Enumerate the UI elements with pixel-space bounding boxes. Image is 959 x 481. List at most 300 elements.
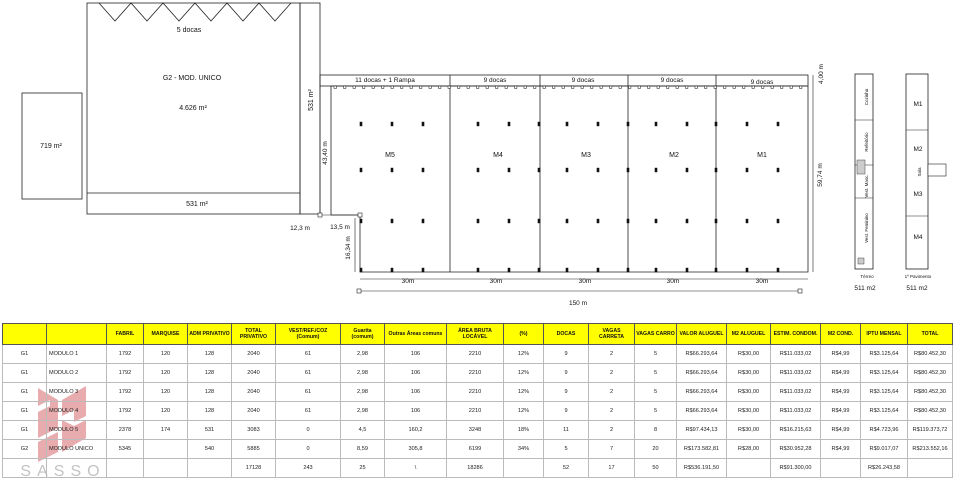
table-cell: 34% [504, 440, 544, 459]
table-header-cell: Guarita (comum) [341, 324, 385, 345]
pillar [477, 168, 480, 172]
table-cell: 5 [635, 383, 677, 402]
pillar [477, 268, 480, 272]
table-cell: 120 [144, 345, 188, 364]
table-body [3, 345, 953, 478]
table-cell: 106 [385, 345, 447, 364]
m2-docks: 9 docas [660, 77, 684, 84]
watermark-text: SASSO [20, 463, 106, 480]
dock-marker [667, 86, 669, 88]
pav-caption: 1º Pavimento [904, 274, 932, 279]
table-header-cell: Outras Áreas comuns [385, 324, 447, 345]
table-cell [144, 459, 188, 478]
table-cell: 1792 [107, 364, 144, 383]
table-cell: 120 [144, 402, 188, 421]
pillar [422, 168, 425, 172]
table-cell: 2210 [447, 364, 504, 383]
pillar [422, 122, 425, 126]
table-cell: R$30,00 [727, 383, 771, 402]
table-cell: 3248 [447, 421, 504, 440]
table-cell: R$97.434,13 [677, 421, 727, 440]
table-cell: 2040 [232, 383, 276, 402]
table-cell: MODULO 2 [47, 364, 107, 383]
table-cell: 61 [276, 364, 341, 383]
table-cell: 243 [276, 459, 341, 478]
table-cell: G2 [3, 440, 47, 459]
table-cell [504, 459, 544, 478]
m4-docks: 9 docas [483, 77, 507, 84]
table-row [3, 345, 953, 364]
dock-marker [486, 86, 488, 88]
table-cell: 0 [276, 440, 341, 459]
dock-marker [771, 86, 773, 88]
table-cell: 9 [544, 364, 589, 383]
table-header-cell: DOCAS [544, 324, 589, 345]
pillar [746, 122, 749, 126]
pillar [566, 219, 569, 223]
table-cell: G1 [3, 421, 47, 440]
table-cell: R$66.293,64 [677, 383, 727, 402]
terreo-caption: Térreo [860, 274, 874, 279]
table-cell: MODULO 1 [47, 345, 107, 364]
table-cell: 531 [188, 421, 232, 440]
terreo-label-2: Refeitório [864, 132, 869, 152]
table-cell: MODULO 3 [47, 383, 107, 402]
table-cell: R$30,00 [727, 421, 771, 440]
dock-marker [553, 86, 555, 88]
pillar [508, 122, 511, 126]
table-cell: 61 [276, 345, 341, 364]
dim-30-m4: 30m [489, 278, 503, 285]
table-row [3, 364, 953, 383]
dock-marker [382, 86, 384, 88]
table-cell: R$28,00 [727, 440, 771, 459]
module-m4: M4 [493, 152, 503, 159]
dock-marker [505, 86, 507, 88]
table-cell: 17128 [232, 459, 276, 478]
table-cell: 120 [144, 383, 188, 402]
table-cell: 18286 [447, 459, 504, 478]
table-cell: R$80.452,30 [908, 383, 953, 402]
table-header-cell: VALOR ALUGUEL [677, 324, 727, 345]
dock-marker [762, 86, 764, 88]
table-cell: 8 [635, 421, 677, 440]
pillar [566, 168, 569, 172]
dim-59-74: 59,74 m [817, 163, 824, 187]
table-cell: 5345 [107, 440, 144, 459]
table-header-cell: TOTAL PRIVATIVO [232, 324, 276, 345]
table-cell: 9 [544, 345, 589, 364]
table-cell: R$536.191,50 [677, 459, 727, 478]
table-cell: R$3.125,64 [861, 364, 908, 383]
pillar [538, 268, 541, 272]
dock-marker [733, 86, 735, 88]
terreo-label-4: Vest. Feminino [864, 213, 869, 243]
table-cell [821, 459, 861, 478]
dock-marker [619, 86, 621, 88]
pillar [360, 168, 363, 172]
table-cell: 128 [188, 364, 232, 383]
table-row [3, 459, 953, 478]
module-m5: M5 [385, 152, 395, 159]
table-cell: 2,98 [341, 402, 385, 421]
table-cell: R$4,99 [821, 440, 861, 459]
pillar [686, 268, 689, 272]
table-cell: R$9.017,07 [861, 440, 908, 459]
pillar [391, 122, 394, 126]
table-cell: 12% [504, 383, 544, 402]
table-header-cell: M2 ALUGUEL [727, 324, 771, 345]
table-cell: R$213.552,16 [908, 440, 953, 459]
table-cell: R$66.293,64 [677, 402, 727, 421]
table-cell: 20 [635, 440, 677, 459]
pillar [715, 268, 718, 272]
table-cell: 9 [544, 383, 589, 402]
table-cell: 2 [589, 421, 635, 440]
table-cell: G1 [3, 364, 47, 383]
pillar [655, 268, 658, 272]
dock-marker [657, 86, 659, 88]
rental-table [2, 323, 953, 478]
table-cell: R$119.373,72 [908, 421, 953, 440]
dock-marker [591, 86, 593, 88]
table-cell: 2 [589, 345, 635, 364]
terreo-area: 511 m2 [854, 285, 876, 292]
table-cell: 5 [635, 364, 677, 383]
pillar [597, 219, 600, 223]
table-row [3, 440, 953, 459]
table-cell: R$4,99 [821, 345, 861, 364]
table-cell [47, 459, 107, 478]
table-cell: 5885 [232, 440, 276, 459]
dock-marker [600, 86, 602, 88]
table-cell: G1 [3, 383, 47, 402]
table-cell: MODULO 4 [47, 402, 107, 421]
pillar [746, 219, 749, 223]
table-header-cell: MARQUISE [144, 324, 188, 345]
table-cell [727, 459, 771, 478]
table-header-cell: ESTIM. CONDOM. [771, 324, 821, 345]
dock-marker [410, 86, 412, 88]
table-cell: 2 [589, 383, 635, 402]
table-header-cell: TOTAL [908, 324, 953, 345]
table-cell: R$11.033,02 [771, 364, 821, 383]
pillar [538, 219, 541, 223]
table-cell: 6199 [447, 440, 504, 459]
table-cell: 61 [276, 402, 341, 421]
dim-30-m3: 30m [578, 278, 592, 285]
table-cell: 305,8 [385, 440, 447, 459]
pillar [746, 168, 749, 172]
dock-marker [781, 86, 783, 88]
pillar [627, 219, 630, 223]
table-header-cell: (%) [504, 324, 544, 345]
dock-marker [524, 86, 526, 88]
pillar [655, 122, 658, 126]
table-cell: 106 [385, 364, 447, 383]
pillar [477, 122, 480, 126]
dock-marker [676, 86, 678, 88]
dock-marker [391, 86, 393, 88]
dock-marker [439, 86, 441, 88]
pav-label-m4: M4 [913, 234, 923, 241]
dock-marker [714, 86, 716, 88]
table-row [3, 383, 953, 402]
table-cell: R$80.452,30 [908, 364, 953, 383]
pillar [422, 219, 425, 223]
table-cell: 2,98 [341, 345, 385, 364]
pillar [686, 219, 689, 223]
dock-marker [581, 86, 583, 88]
table-cell: R$30,00 [727, 345, 771, 364]
pillar [566, 268, 569, 272]
dock-marker [610, 86, 612, 88]
dock-marker [534, 86, 536, 88]
dock-marker [572, 86, 574, 88]
table-cell: 52 [544, 459, 589, 478]
table-cell: 25 [341, 459, 385, 478]
table-cell: R$11.033,02 [771, 402, 821, 421]
table-cell: 2 [589, 364, 635, 383]
m3-docks: 9 docas [571, 77, 595, 84]
dock-marker [458, 86, 460, 88]
annex-area: 719 m² [40, 143, 62, 150]
table-cell: R$4.723,96 [861, 421, 908, 440]
table-cell: R$16.215,63 [771, 421, 821, 440]
table-cell: 2210 [447, 345, 504, 364]
dim-12-3: 12,3 m [290, 225, 310, 232]
table-cell: 2,98 [341, 383, 385, 402]
table-cell: 160,2 [385, 421, 447, 440]
g1-building [331, 86, 808, 272]
table-cell: 174 [144, 421, 188, 440]
table-cell: MODULO UNICO [47, 440, 107, 459]
table-cell: 2210 [447, 402, 504, 421]
pav-label-m2: M2 [913, 146, 923, 153]
table-cell: R$91.300,00 [771, 459, 821, 478]
table-cell [144, 440, 188, 459]
dim-13-5: 13,5 m [330, 224, 350, 231]
table-cell: 128 [188, 345, 232, 364]
table-cell: R$30.952,28 [771, 440, 821, 459]
dock-marker [790, 86, 792, 88]
table-cell: 12% [504, 402, 544, 421]
dock-marker [467, 86, 469, 88]
table-cell: MODULO 5 [47, 421, 107, 440]
pillar [538, 168, 541, 172]
m1-docks: 9 docas [750, 79, 774, 86]
table-cell: 1792 [107, 402, 144, 421]
pillar [686, 122, 689, 126]
module-m2: M2 [669, 152, 679, 159]
pillar [777, 268, 780, 272]
table-cell: 18% [504, 421, 544, 440]
terreo-label-3: Vest. Masc. [864, 174, 869, 198]
pillar [566, 122, 569, 126]
table-cell: 106 [385, 383, 447, 402]
table-cell: 2040 [232, 364, 276, 383]
pillar [508, 168, 511, 172]
dock-marker [372, 86, 374, 88]
table-cell: 128 [188, 383, 232, 402]
pillar [715, 168, 718, 172]
dim-43-40: 43,40 m [322, 141, 329, 165]
pillar [627, 122, 630, 126]
dim-4-00: 4,00 m [818, 64, 825, 84]
pillar [627, 268, 630, 272]
table-cell: 5 [635, 345, 677, 364]
pav-label-m3: M3 [913, 191, 923, 198]
m5-docks: 11 docas + 1 Rampa [355, 77, 415, 84]
pillar [391, 268, 394, 272]
pillar [597, 268, 600, 272]
dock-marker [420, 86, 422, 88]
table-header-cell: IPTU MENSAL [861, 324, 908, 345]
table-cell: 0 [276, 421, 341, 440]
table-cell: 11 [544, 421, 589, 440]
table-cell: 128 [188, 402, 232, 421]
table-cell: R$30,00 [727, 402, 771, 421]
table-cell [188, 459, 232, 478]
table-header-cell: VEST/REF./COZ (Comum) [276, 324, 341, 345]
g2-roof-zigzag [99, 3, 291, 21]
table-cell: R$80.452,30 [908, 345, 953, 364]
dock-marker [334, 86, 336, 88]
dock-marker [648, 86, 650, 88]
pillar [597, 168, 600, 172]
pillar [777, 219, 780, 223]
pillar [715, 219, 718, 223]
table-cell: 8,59 [341, 440, 385, 459]
dock-marker [477, 86, 479, 88]
dock-marker [429, 86, 431, 88]
table-cell: R$4,99 [821, 383, 861, 402]
table-cell: 12% [504, 364, 544, 383]
pillar [746, 268, 749, 272]
table-cell [908, 459, 953, 478]
dock-marker [743, 86, 745, 88]
table-cell: 7 [589, 440, 635, 459]
table-header-cell: ÁREA BRUTA LOCÁVEL [447, 324, 504, 345]
pav-area: 511 m2 [906, 285, 928, 292]
table-cell: 3083 [232, 421, 276, 440]
dock-marker [448, 86, 450, 88]
pillar [508, 219, 511, 223]
table-cell: 5 [635, 402, 677, 421]
table-cell: R$3.125,64 [861, 345, 908, 364]
table-cell: 2210 [447, 383, 504, 402]
table-cell: 17 [589, 459, 635, 478]
table-header-cell [3, 324, 47, 345]
pav-label-m1: M1 [913, 101, 923, 108]
pillar [360, 219, 363, 223]
module-m1: M1 [757, 152, 767, 159]
pillar [391, 219, 394, 223]
pillar [777, 122, 780, 126]
table-row [3, 402, 953, 421]
dock-marker [695, 86, 697, 88]
g2-title: G2 - MOD. UNICO [162, 75, 222, 82]
table-cell: 5 [544, 440, 589, 459]
table-cell: 2040 [232, 402, 276, 421]
table-cell: 2040 [232, 345, 276, 364]
table-header-row [3, 324, 953, 345]
table-cell: R$66.293,64 [677, 345, 727, 364]
dock-marker [401, 86, 403, 88]
pillar [360, 122, 363, 126]
table-cell: \ [385, 459, 447, 478]
table-header-cell [47, 324, 107, 345]
table-header-cell: VAGAS CARRO [635, 324, 677, 345]
pillar [391, 168, 394, 172]
table-cell: R$26.243,58 [861, 459, 908, 478]
dock-marker [705, 86, 707, 88]
g2-strip-area: 531 m² [186, 201, 208, 208]
table-cell: 61 [276, 383, 341, 402]
dock-marker [724, 86, 726, 88]
pillar [655, 168, 658, 172]
table-cell: R$4,99 [821, 421, 861, 440]
table-cell: 4,5 [341, 421, 385, 440]
pav-label-sala: Sala [917, 167, 922, 177]
g2-docks-label: 5 docas [176, 27, 202, 34]
table-cell [3, 459, 47, 478]
dim-30-m5: 30m [401, 278, 415, 285]
pillar [777, 168, 780, 172]
table-cell: R$3.125,64 [861, 383, 908, 402]
pillar [715, 122, 718, 126]
dock-marker [344, 86, 346, 88]
table-cell: R$11.033,02 [771, 345, 821, 364]
dock-marker [515, 86, 517, 88]
table-cell: G1 [3, 345, 47, 364]
module-m3: M3 [581, 152, 591, 159]
dock-marker [686, 86, 688, 88]
table-cell: R$3.125,64 [861, 402, 908, 421]
table-cell: R$66.293,64 [677, 364, 727, 383]
dock-marker [629, 86, 631, 88]
table-cell: 120 [144, 364, 188, 383]
dim-30-m1: 30m [755, 278, 769, 285]
table-header-cell: VAGAS CARRETA [589, 324, 635, 345]
dim-16-34: 16,34 m [345, 236, 352, 260]
dock-marker [562, 86, 564, 88]
pillar [655, 219, 658, 223]
pillar [422, 268, 425, 272]
table-cell: 2378 [107, 421, 144, 440]
table-cell: 2 [589, 402, 635, 421]
terreo-label-1: Cozinha [864, 88, 869, 106]
dim-30-m2: 30m [666, 278, 680, 285]
table-cell: 106 [385, 402, 447, 421]
g2-area: 4.626 m² [179, 105, 207, 112]
table-cell: 1792 [107, 345, 144, 364]
dock-marker [543, 86, 545, 88]
pillar [686, 168, 689, 172]
table-cell: R$30,00 [727, 364, 771, 383]
pillar [360, 268, 363, 272]
table-cell: 540 [188, 440, 232, 459]
table-cell: R$173.582,81 [677, 440, 727, 459]
dock-marker [638, 86, 640, 88]
pillar [508, 268, 511, 272]
table-header-cell: M2 COND. [821, 324, 861, 345]
dock-marker [496, 86, 498, 88]
dock-marker [752, 86, 754, 88]
table-row [3, 421, 953, 440]
table-header-cell: FABRIL [107, 324, 144, 345]
table-cell: G1 [3, 402, 47, 421]
